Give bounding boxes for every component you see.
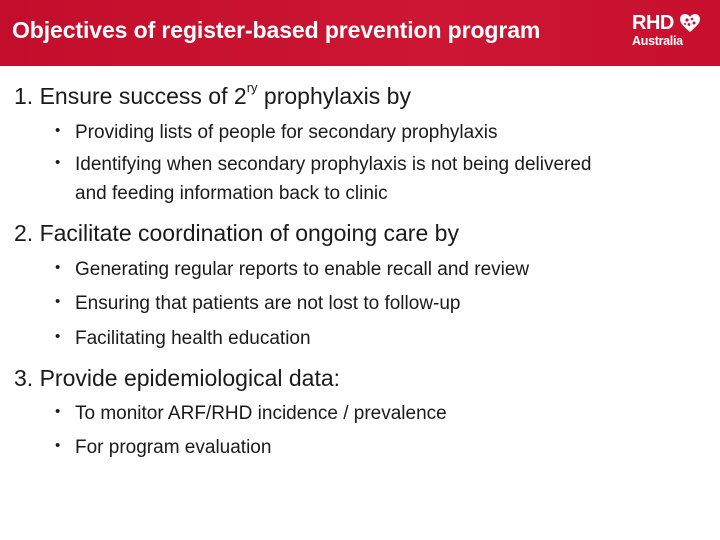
bullet-icon: • — [55, 328, 61, 345]
bullet-icon: • — [55, 122, 61, 139]
heart-icon — [679, 13, 701, 33]
slide-title: Objectives of register-based prevention program — [12, 17, 541, 43]
section-1-heading: 1. Ensure success of $2^{ry}$ prophylaxis by — [14, 80, 411, 109]
bullet-icon: • — [55, 403, 61, 420]
logo-sub-text: Australia — [632, 34, 683, 48]
bullet-icon: • — [55, 154, 61, 171]
section-2-heading: 2. Facilitate coordination of ongoing care by — [14, 220, 459, 246]
bullet-icon: • — [55, 437, 61, 454]
rhd-australia-logo — [632, 12, 710, 54]
list-item-continuation: and feeding information back to clinic — [75, 183, 388, 204]
bullet-icon: • — [55, 259, 61, 276]
slide-header — [0, 0, 720, 66]
logo-main-text: RHD — [632, 12, 674, 34]
section-3-heading: 3. Provide epidemiological data: — [14, 365, 341, 391]
bullet-icon: • — [55, 293, 61, 310]
